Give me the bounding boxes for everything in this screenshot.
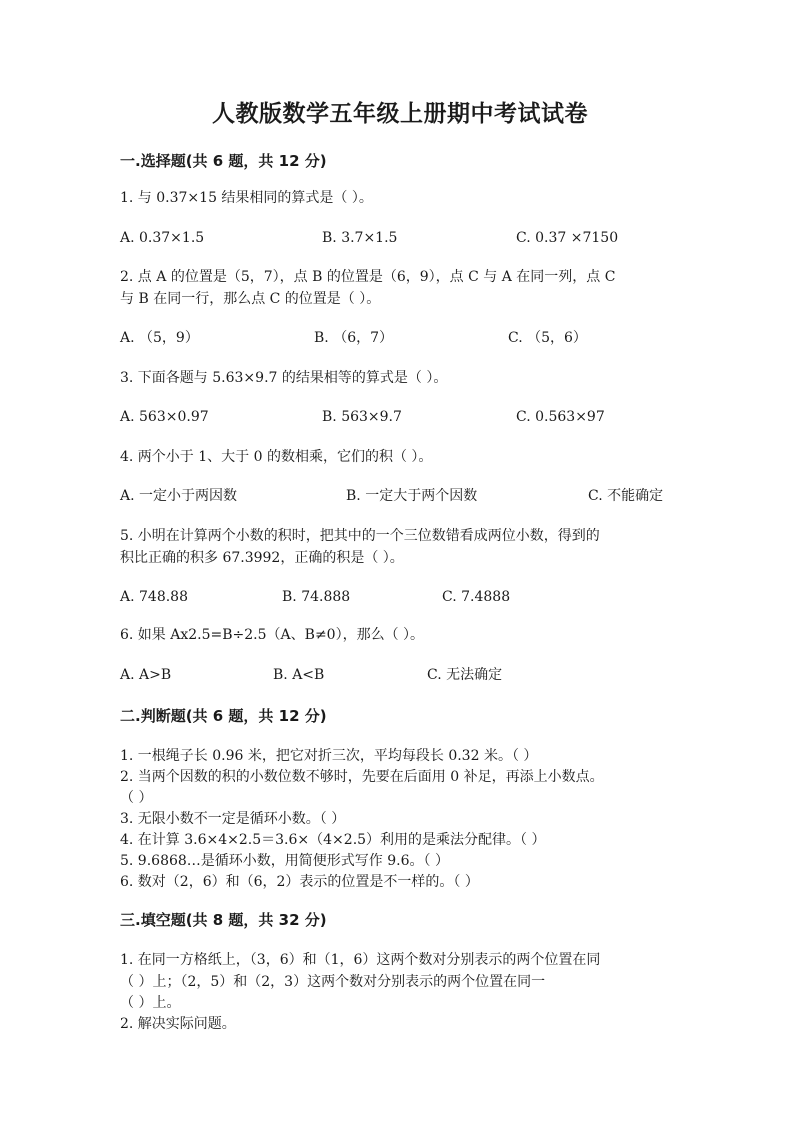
- question-text: 4. 两个小于 1、大于 0 的数相乘，它们的积（ ）。: [120, 449, 433, 465]
- question-text: 6. 如果 Ax2.5=B÷2.5（A、B≠0），那么（ ）。: [120, 627, 425, 643]
- judgement-line: 4. 在计算 3.6×4×2.5＝3.6×（4×2.5）利用的是乘法分配律。（ ）: [120, 832, 546, 848]
- option-a: A. 748.88: [120, 589, 188, 605]
- option-a: A. A>B: [120, 667, 172, 683]
- fill-blank-line: （ ）上；（2，5）和（2，3）这两个数对分别表示的两个位置在同一: [120, 974, 546, 990]
- option-b: B. A<B: [273, 667, 325, 683]
- section-heading-judgement: 二.判断题(共 6 题，共 12 分): [120, 707, 327, 725]
- question-text: 与 B 在同一行，那么点 C 的位置是（ ）。: [120, 291, 381, 307]
- judgement-line: 6. 数对（2，6）和（6，2）表示的位置是不一样的。（ ）: [120, 874, 479, 890]
- option-a: A. 0.37×1.5: [120, 230, 205, 246]
- judgement-line: （ ）: [120, 790, 153, 806]
- option-c: C. 7.4888: [442, 589, 511, 605]
- fill-blank-line: 1. 在同一方格纸上，（3，6）和（1，6）这两个数对分别表示的两个位置在同: [120, 952, 601, 968]
- option-c: C. 不能确定: [588, 488, 664, 504]
- question-text: 5. 小明在计算两个小数的积时，把其中的一个三位数错看成两位小数，得到的: [120, 528, 600, 544]
- option-c: C. 0.563×97: [516, 409, 605, 425]
- option-b: B. 3.7×1.5: [322, 230, 398, 246]
- section-heading-fill-blank: 三.填空题(共 8 题，共 32 分): [120, 911, 327, 929]
- option-a: A. 563×0.97: [120, 409, 209, 425]
- option-b: B. 563×9.7: [322, 409, 402, 425]
- question-text: 1. 与 0.37×15 结果相同的算式是（ ）。: [120, 190, 373, 206]
- option-b: B. （6，7）: [314, 330, 394, 346]
- option-b: B. 一定大于两个因数: [346, 488, 478, 504]
- judgement-line: 3. 无限小数不一定是循环小数。（ ）: [120, 811, 346, 827]
- question-text: 2. 点 A 的位置是（5，7），点 B 的位置是（6，9），点 C 与 A 在同一列，点 C: [120, 269, 616, 285]
- question-text: 积比正确的积多 67.3992，正确的积是（ ）。: [120, 550, 404, 566]
- question-text: 3. 下面各题与 5.63×9.7 的结果相等的算式是（ ）。: [120, 370, 448, 386]
- option-a: A. 一定小于两因数: [120, 488, 238, 504]
- option-c: C. 0.37 ×7150: [516, 230, 619, 246]
- option-c: C. （5，6）: [508, 330, 587, 346]
- judgement-line: 2. 当两个因数的积的小数位数不够时，先要在后面用 0 补足，再添上小数点。: [120, 769, 604, 785]
- judgement-line: 1. 一根绳子长 0.96 米，把它对折三次，平均每段长 0.32 米。（ ）: [120, 748, 538, 764]
- page-title: 人教版数学五年级上册期中考试试卷: [212, 101, 588, 127]
- section-heading-choice: 一.选择题(共 6 题，共 12 分): [120, 152, 327, 170]
- judgement-line: 5. 9.6868…是循环小数，用简便形式写作 9.6。（ ）: [120, 853, 449, 869]
- fill-blank-line: 2. 解决实际问题。: [120, 1016, 236, 1032]
- option-c: C. 无法确定: [427, 667, 503, 683]
- option-b: B. 74.888: [282, 589, 351, 605]
- option-a: A. （5，9）: [120, 330, 199, 346]
- fill-blank-line: （ ）上。: [120, 995, 181, 1011]
